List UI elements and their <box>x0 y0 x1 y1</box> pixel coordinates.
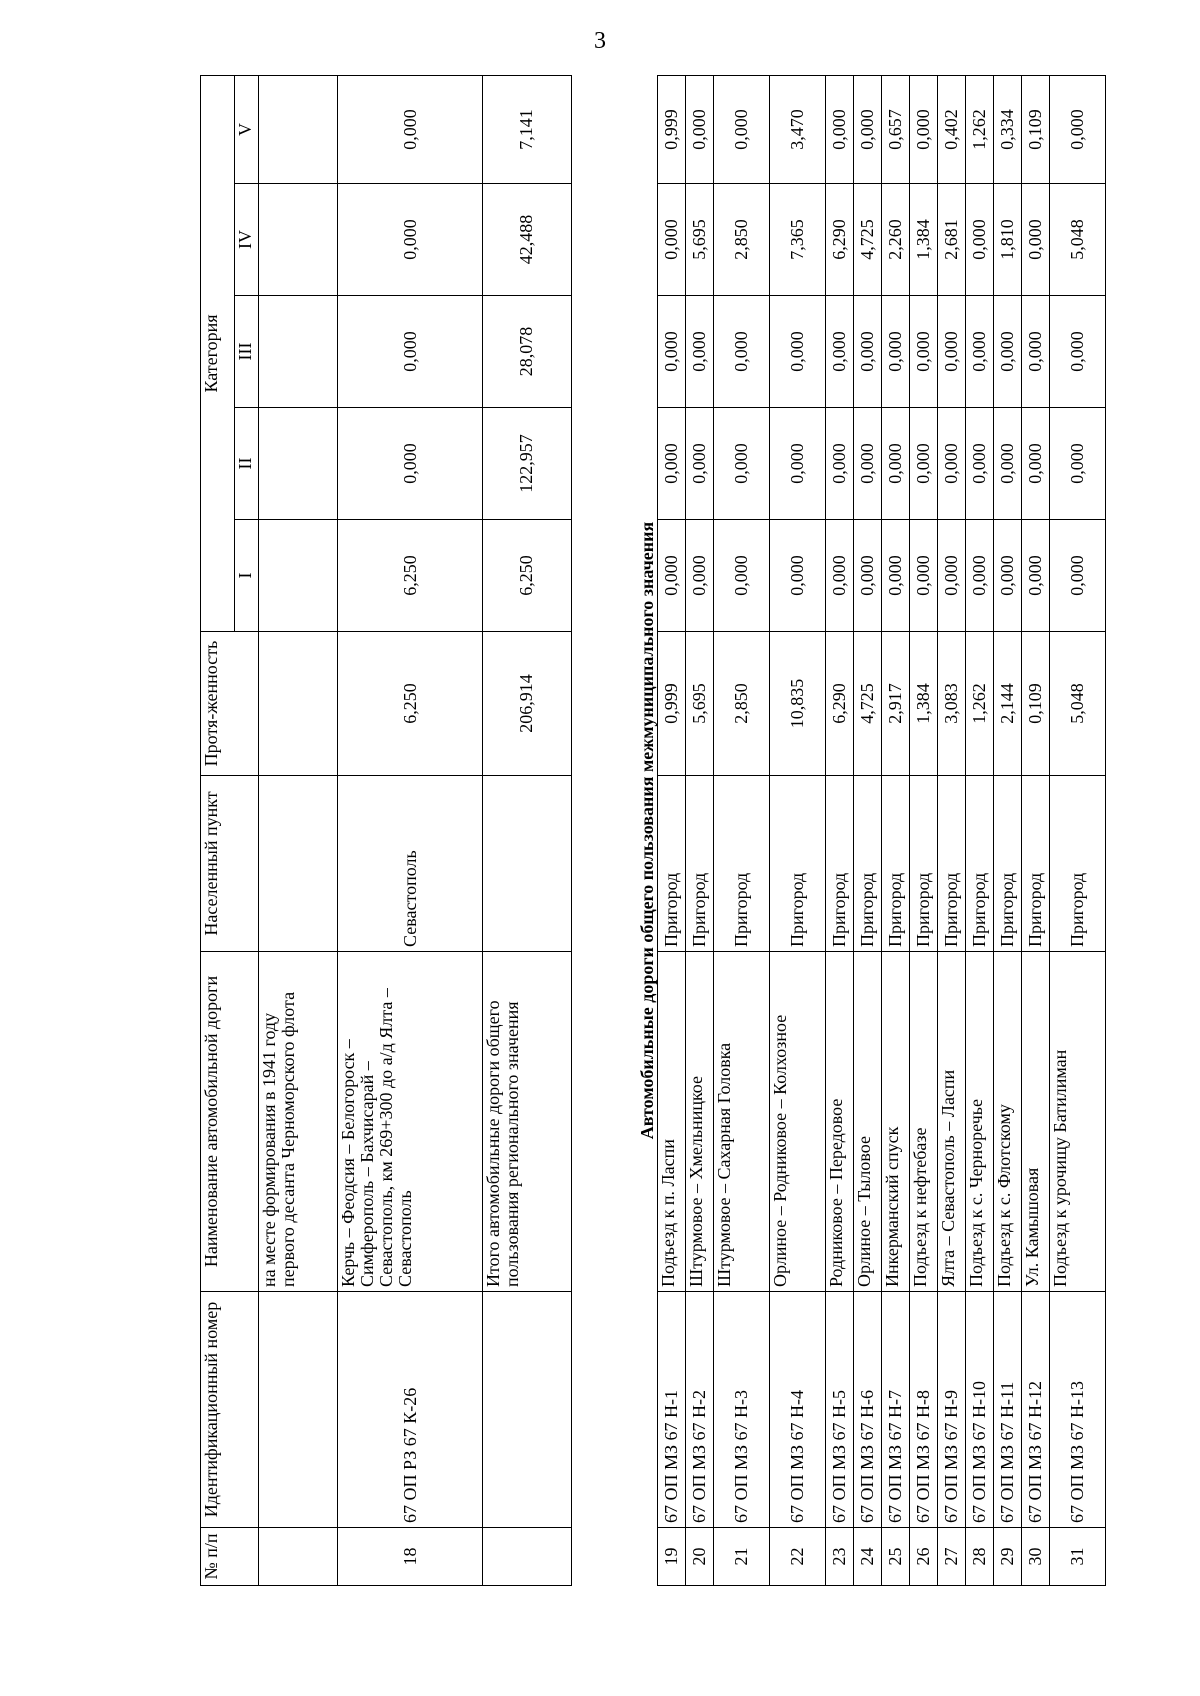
table-row <box>966 75 994 1585</box>
total-length: 206,914 <box>482 632 571 776</box>
cell-cat-4: 2,850 <box>714 184 770 296</box>
table-row <box>1050 75 1106 1585</box>
cell-cat-4: 0,000 <box>1022 184 1050 296</box>
cell-cat-2: 0,000 <box>882 408 910 520</box>
cell-cat-3: 0,000 <box>686 296 714 408</box>
cell-cat-5: 3,470 <box>770 75 826 183</box>
cell-cat-5: 0,000 <box>714 75 770 183</box>
cell-id: 67 ОП МЗ 67 Н-10 <box>966 1292 994 1528</box>
cell-locality: Пригород <box>938 776 966 952</box>
table-row <box>1022 75 1050 1585</box>
header-num: № п/п <box>201 1528 259 1586</box>
cell-cat-2: 0,000 <box>966 408 994 520</box>
header-cat-4: IV <box>235 184 259 296</box>
continuation-name: на месте формирования в 1941 году первого десанта Черноморского флота <box>259 952 338 1292</box>
cell-length: 1,384 <box>910 632 938 776</box>
cell-num: 25 <box>882 1528 910 1586</box>
cell-cat-4: 5,695 <box>686 184 714 296</box>
cell-locality: Пригород <box>966 776 994 952</box>
table-row <box>658 75 686 1585</box>
cell-locality: Пригород <box>1022 776 1050 952</box>
cell-cat-3: 0,000 <box>658 296 686 408</box>
total-name: Итого автомобильные дороги общего пользования регионального значения <box>482 952 571 1292</box>
cell-length: 6,250 <box>338 632 483 776</box>
table-row <box>994 75 1022 1585</box>
cell-cat-2: 0,000 <box>994 408 1022 520</box>
cell-cat-2: 0,000 <box>854 408 882 520</box>
section-title: Автомобильные дороги общего пользования межмуниципального значения <box>637 521 658 1140</box>
cell-name: Штурмовое – Сахарная Головка <box>714 952 770 1292</box>
cell-id: 67 ОП МЗ 67 Н-2 <box>686 1292 714 1528</box>
cell-cat-1: 0,000 <box>910 520 938 632</box>
cell-locality: Пригород <box>882 776 910 952</box>
cell-cat-3: 0,000 <box>770 296 826 408</box>
cell-cat-5: 0,000 <box>1050 75 1106 183</box>
cell-cat-3: 0,000 <box>338 296 483 408</box>
cell-locality: Пригород <box>826 776 854 952</box>
cell-num: 30 <box>1022 1528 1050 1586</box>
cell-length: 0,109 <box>1022 632 1050 776</box>
cell-num: 19 <box>658 1528 686 1586</box>
cell-name: Подъезд к с. Флотскому <box>994 952 1022 1292</box>
cell-name: Керчь – Феодсия – Белогороск – Симферополь – Бахчисарай – Севастополь, км 269+300 до а/д Ялта – Севастополь <box>338 952 483 1292</box>
cell-num: 27 <box>938 1528 966 1586</box>
cell-cat-1: 0,000 <box>826 520 854 632</box>
cell-id: 67 ОП МЗ 67 Н-9 <box>938 1292 966 1528</box>
cell-cat-2: 0,000 <box>686 408 714 520</box>
cell-cat-3: 0,000 <box>994 296 1022 408</box>
cell-length: 0,999 <box>658 632 686 776</box>
table-row <box>938 75 966 1585</box>
header-category: Категория <box>201 75 235 631</box>
cell-num: 29 <box>994 1528 1022 1586</box>
cell-cat-2: 0,000 <box>338 408 483 520</box>
roads-table-container <box>200 76 1106 1586</box>
cell-length: 2,144 <box>994 632 1022 776</box>
table-row <box>854 75 882 1585</box>
cell-cat-5: 0,657 <box>882 75 910 183</box>
cell-cat-1: 0,000 <box>1022 520 1050 632</box>
cell-cat-4: 7,365 <box>770 184 826 296</box>
cell-cat-4: 1,810 <box>994 184 1022 296</box>
cell-num: 24 <box>854 1528 882 1586</box>
cell-cat-4: 2,260 <box>882 184 910 296</box>
table-row-18 <box>338 75 483 1585</box>
cell-locality: Севастополь <box>338 776 483 952</box>
table-row <box>714 75 770 1585</box>
cell-cat-1: 0,000 <box>966 520 994 632</box>
total-cat-4: 42,488 <box>482 184 571 296</box>
cell-id: 67 ОП МЗ 67 Н-6 <box>854 1292 882 1528</box>
cell-cat-2: 0,000 <box>714 408 770 520</box>
header-cat-3: III <box>235 296 259 408</box>
cell-cat-4: 1,384 <box>910 184 938 296</box>
total-cat-5: 7,141 <box>482 75 571 183</box>
cell-cat-5: 0,000 <box>686 75 714 183</box>
cell-id: 67 ОП МЗ 67 Н-1 <box>658 1292 686 1528</box>
cell-length: 6,290 <box>826 632 854 776</box>
cell-cat-2: 0,000 <box>938 408 966 520</box>
cell-cat-1: 0,000 <box>714 520 770 632</box>
header-cat-1: I <box>235 520 259 632</box>
cell-cat-5: 0,000 <box>910 75 938 183</box>
table-row <box>770 75 826 1585</box>
cell-id: 67 ОП МЗ 67 Н-13 <box>1050 1292 1106 1528</box>
cell-name: Подъезд к с. Черноречье <box>966 952 994 1292</box>
cell-locality: Пригород <box>658 776 686 952</box>
cell-cat-4: 2,681 <box>938 184 966 296</box>
cell-cat-5: 0,000 <box>826 75 854 183</box>
cell-cat-2: 0,000 <box>826 408 854 520</box>
cell-id: 67 ОП МЗ 67 Н-3 <box>714 1292 770 1528</box>
cell-locality: Пригород <box>994 776 1022 952</box>
cell-cat-4: 5,048 <box>1050 184 1106 296</box>
cell-cat-4: 0,000 <box>658 184 686 296</box>
cell-cat-2: 0,000 <box>910 408 938 520</box>
cell-locality: Пригород <box>854 776 882 952</box>
cell-name: Родниковое – Передовое <box>826 952 854 1292</box>
cell-cat-4: 4,725 <box>854 184 882 296</box>
cell-cat-3: 0,000 <box>714 296 770 408</box>
cell-id: 67 ОП МЗ 67 Н-12 <box>1022 1292 1050 1528</box>
cell-length: 2,850 <box>714 632 770 776</box>
cell-name: Орлиное – Тыловое <box>854 952 882 1292</box>
cell-cat-4: 6,290 <box>826 184 854 296</box>
cell-id: 67 ОП РЗ 67 К-26 <box>338 1292 483 1528</box>
cell-cat-5: 0,109 <box>1022 75 1050 183</box>
header-length: Протя-женность <box>201 632 259 776</box>
cell-cat-2: 0,000 <box>1022 408 1050 520</box>
page-number: 3 <box>594 28 606 54</box>
cell-cat-5: 1,262 <box>966 75 994 183</box>
header-cat-2: II <box>235 408 259 520</box>
cell-name: Орлиное – Родниковое – Колхозное <box>770 952 826 1292</box>
cell-cat-3: 0,000 <box>910 296 938 408</box>
cell-num: 22 <box>770 1528 826 1586</box>
roads-table <box>200 75 1106 1586</box>
section-header-row <box>571 75 657 1585</box>
cell-name: Ялта – Севастополь – Ласпи <box>938 952 966 1292</box>
cell-cat-2: 0,000 <box>658 408 686 520</box>
cell-cat-1: 0,000 <box>994 520 1022 632</box>
total-row <box>482 75 571 1585</box>
cell-num: 28 <box>966 1528 994 1586</box>
cell-locality: Пригород <box>770 776 826 952</box>
cell-name: Инкерманский спуск <box>882 952 910 1292</box>
cell-name: Подъезд к нефтебазе <box>910 952 938 1292</box>
header-id: Идентификационный номер <box>201 1292 259 1528</box>
cell-cat-5: 0,999 <box>658 75 686 183</box>
cell-length: 5,048 <box>1050 632 1106 776</box>
cell-cat-5: 0,000 <box>854 75 882 183</box>
cell-cat-4: 0,000 <box>966 184 994 296</box>
cell-cat-2: 0,000 <box>770 408 826 520</box>
cell-cat-3: 0,000 <box>966 296 994 408</box>
cell-num: 31 <box>1050 1528 1106 1586</box>
cell-cat-1: 0,000 <box>770 520 826 632</box>
cell-locality: Пригород <box>910 776 938 952</box>
cell-cat-5: 0,402 <box>938 75 966 183</box>
cell-num: 20 <box>686 1528 714 1586</box>
cell-length: 1,262 <box>966 632 994 776</box>
cell-cat-5: 0,000 <box>338 75 483 183</box>
cell-id: 67 ОП МЗ 67 Н-5 <box>826 1292 854 1528</box>
header-name: Наименование автомобильной дороги <box>201 952 259 1292</box>
cell-name: Подъезд к урочищу Батилиман <box>1050 952 1106 1292</box>
cell-length: 2,917 <box>882 632 910 776</box>
cell-cat-3: 0,000 <box>854 296 882 408</box>
cell-id: 67 ОП МЗ 67 Н-8 <box>910 1292 938 1528</box>
cell-id: 67 ОП МЗ 67 Н-7 <box>882 1292 910 1528</box>
cell-cat-1: 0,000 <box>658 520 686 632</box>
cell-cat-1: 0,000 <box>854 520 882 632</box>
cell-length: 10,835 <box>770 632 826 776</box>
cell-id: 67 ОП МЗ 67 Н-4 <box>770 1292 826 1528</box>
cell-num: 23 <box>826 1528 854 1586</box>
cell-cat-4: 0,000 <box>338 184 483 296</box>
total-cat-3: 28,078 <box>482 296 571 408</box>
cell-locality: Пригород <box>1050 776 1106 952</box>
cell-cat-3: 0,000 <box>882 296 910 408</box>
cell-length: 3,083 <box>938 632 966 776</box>
cell-cat-1: 6,250 <box>338 520 483 632</box>
cell-cat-1: 0,000 <box>686 520 714 632</box>
cell-locality: Пригород <box>714 776 770 952</box>
cell-locality: Пригород <box>686 776 714 952</box>
total-cat-1: 6,250 <box>482 520 571 632</box>
table-row <box>910 75 938 1585</box>
table-row <box>686 75 714 1585</box>
cell-cat-3: 0,000 <box>1022 296 1050 408</box>
intermunicipal-rows <box>658 75 1106 1585</box>
table-row <box>882 75 910 1585</box>
cell-cat-1: 0,000 <box>882 520 910 632</box>
cell-cat-3: 0,000 <box>826 296 854 408</box>
cell-name: Штурмовое – Хмельницкое <box>686 952 714 1292</box>
cell-num: 21 <box>714 1528 770 1586</box>
cell-cat-3: 0,000 <box>1050 296 1106 408</box>
cell-length: 5,695 <box>686 632 714 776</box>
total-cat-2: 122,957 <box>482 408 571 520</box>
header-cat-5: V <box>235 75 259 183</box>
cell-num: 26 <box>910 1528 938 1586</box>
cell-num: 18 <box>338 1528 483 1586</box>
table-row <box>826 75 854 1585</box>
cell-name: Ул. Камышовая <box>1022 952 1050 1292</box>
cell-cat-1: 0,000 <box>1050 520 1106 632</box>
cell-cat-5: 0,334 <box>994 75 1022 183</box>
header-locality: Населенный пункт <box>201 776 259 952</box>
cell-length: 4,725 <box>854 632 882 776</box>
cell-name: Подъезд к п. Ласпи <box>658 952 686 1292</box>
cell-id: 67 ОП МЗ 67 Н-11 <box>994 1292 1022 1528</box>
cell-cat-3: 0,000 <box>938 296 966 408</box>
cell-cat-1: 0,000 <box>938 520 966 632</box>
cell-cat-2: 0,000 <box>1050 408 1106 520</box>
continuation-row <box>259 75 338 1585</box>
